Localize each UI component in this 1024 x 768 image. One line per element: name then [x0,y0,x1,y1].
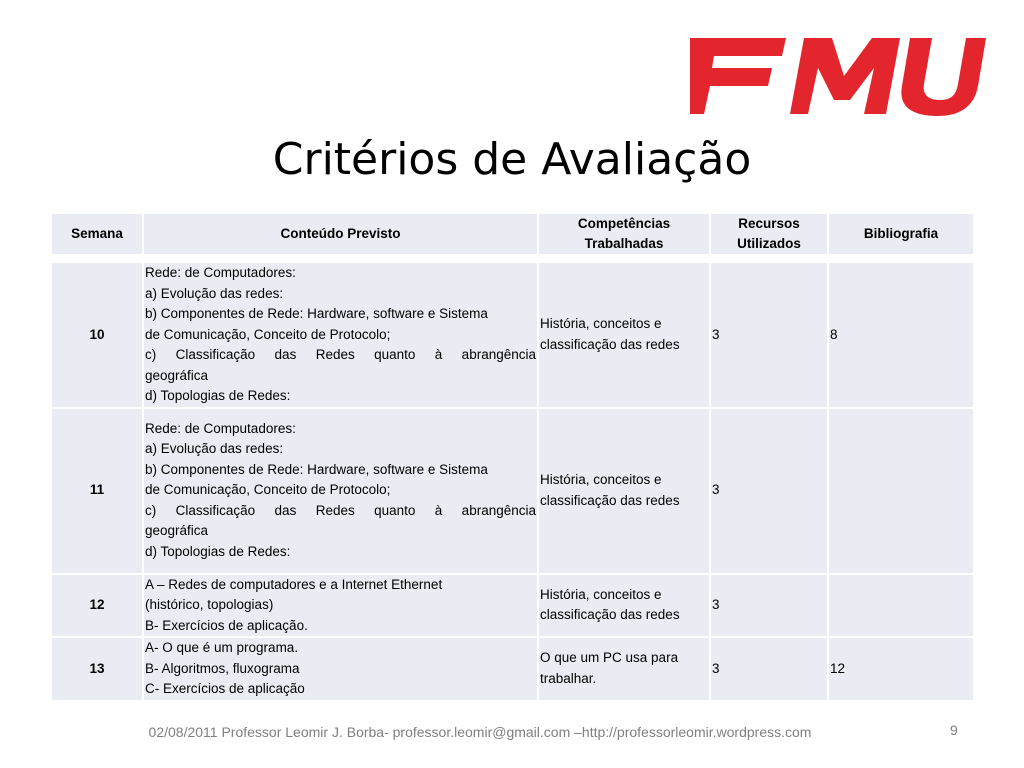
conteudo-line: B- Algoritmos, fluxograma [145,660,300,676]
conteudo-line: b) Componentes de Rede: Hardware, software e Sistema [145,306,488,321]
recursos-cell: 3 [709,261,827,407]
recursos-cell: 3 [709,407,827,573]
competencias-line: História, conceitos e [540,586,662,602]
evaluation-table [52,214,973,700]
conteudo-line: B- Exercícios de aplicação. [145,617,308,633]
competencias-line: classificação das redes [540,607,680,623]
fmu-logo-mark [690,38,986,116]
bibliografia-cell [827,573,973,637]
conteudo-line: d) Topologias de Redes: [145,543,291,559]
table-row [52,636,973,700]
semana-cell: 13 [52,636,142,700]
conteudo-cell [142,261,537,407]
conteudo-cell [142,636,537,700]
semana-cell: 10 [52,261,142,407]
conteudo-cell [142,407,537,573]
header-conteudo: Conteúdo Previsto [142,214,537,254]
semana-cell: 12 [52,573,142,637]
competencias-line: O que um PC usa para [540,650,679,666]
conteudo-line: a) Evolução das redes: [145,285,284,301]
competencias-cell [537,573,709,637]
header-semana: Semana [52,214,142,254]
conteudo-line: c) Classificação das Redes quanto à abrangência [145,347,536,362]
conteudo-line: a) Evolução das redes: [145,441,284,457]
competencias-line: classificação das redes [540,492,680,508]
recursos-cell: 3 [709,636,827,700]
conteudo-line: c) Classificação das Redes quanto à abrangência [145,502,536,518]
conteudo-line: (histórico, topologias) [145,597,274,612]
semana-cell: 11 [52,407,142,573]
conteudo-line: A- O que é um programa. [145,640,299,655]
table-row [52,407,973,573]
table-row [52,573,973,637]
header-bibliografia: Bibliografia [827,214,973,254]
conteudo-line: de Comunicação, Conceito de Protocolo; [145,482,391,498]
conteudo-line: de Comunicação, Conceito de Protocolo; [145,326,391,342]
header-recursos-line1: Recursos [738,216,800,231]
slide-footer: 02/08/2011 Professor Leomir J. Borba- professor.leomir@gmail.com –http://professorleomir.wordpress.com [148,724,812,740]
header-competencias-line1: Competências [577,216,671,231]
competencias-line: classificação das redes [540,336,680,352]
table-row [52,261,973,407]
competencias-cell [537,261,709,407]
competencias-cell [537,636,709,700]
competencias-cell [537,407,709,573]
page-number: 9 [950,722,958,738]
competencias-line: História, conceitos e [540,316,662,332]
conteudo-line: b) Componentes de Rede: Hardware, software e Sistema [145,461,488,477]
competencias-line: História, conceitos e [540,472,662,487]
conteudo-line: Rede: de Computadores: [145,420,296,436]
table-header-row [52,214,973,254]
conteudo-line: geográfica [145,367,209,383]
fmu-logo [686,34,986,118]
bibliografia-cell: 8 [827,261,973,407]
header-competencias-line2: Trabalhadas [584,236,664,251]
recursos-cell: 3 [709,573,827,637]
header-competencias [537,214,709,254]
conteudo-line: C- Exercícios de aplicação [145,681,305,696]
competencias-line: trabalhar. [540,670,597,686]
header-recursos [709,214,827,254]
bibliografia-cell [827,407,973,573]
conteudo-line: A – Redes de computadores e a Internet Ethernet [145,576,443,592]
conteudo-line: geográfica [145,523,209,539]
conteudo-cell [142,573,537,637]
conteudo-line: Rede: de Computadores: [145,265,296,280]
header-recursos-line2: Utilizados [737,236,801,251]
slide-title: Critérios de Avaliação [272,134,752,185]
bibliografia-cell: 12 [827,636,973,700]
conteudo-line: d) Topologias de Redes: [145,388,291,403]
